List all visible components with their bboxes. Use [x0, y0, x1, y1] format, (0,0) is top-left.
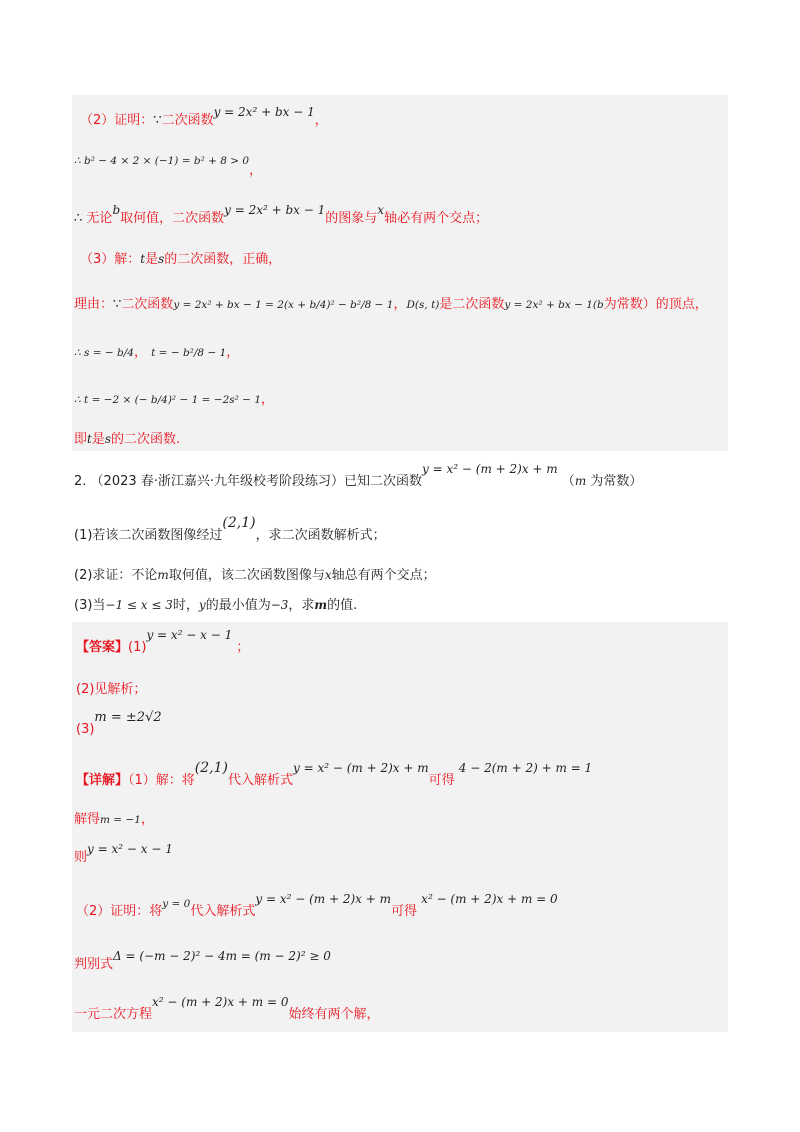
s1-line-5: 理由：∵二次函数y = 2x² + bx − 1 = 2(x + b/4)² − b²/8 − 1，D(s, t)是二次函数y = 2x² + bx − 1(b为常数）的顶点， [74, 297, 708, 312]
answer-line-2: (2)见解析； [76, 682, 147, 697]
detail-line-2: 解得m = −1， [74, 812, 154, 827]
answer-line-3: (3)m = ±2√2 [76, 710, 162, 737]
s1-line-6: ∴ s = − b/4， t = − b²/8 − 1， [74, 345, 240, 360]
question-2-part-2: (2)求证：不论m取何值，该二次函数图像与x轴总有两个交点； [74, 568, 436, 583]
answer-line-1: 【答案】(1)y = x² − x − 1 ； [76, 628, 250, 655]
detail-line-3: 则y = x² − x − 1 [74, 842, 173, 865]
s1-line-2: ∴ b² − 4 × 2 × (−1) = b² + 8 > 0， [74, 155, 263, 178]
question-2-part-1: (1)若该二次函数图像经过(2,1)，求二次函数解析式； [74, 515, 386, 543]
detail-line-4: （2）证明：将$^{y = 0}$代入解析式y = x² − (m + 2)x + m可得 x² − (m + 2)x + m = 0 [76, 892, 558, 919]
s1-line-8: 即t是s的二次函数. [74, 432, 181, 447]
solution-panel-1 [72, 95, 728, 451]
s1-line-1: （2）证明：∵二次函数y = 2x² + bx − 1， [80, 105, 328, 128]
question-2-header: 2. （2023 春·浙江嘉兴·九年级校考阶段练习）已知二次函数y = x² − (m + 2)x + m （m 为常数） [74, 462, 643, 489]
detail-line-1: 【详解】（1）解：将(2,1)代入解析式y = x² − (m + 2)x + m可得 4 − 2(m + 2) + m = 1 [76, 760, 593, 788]
s1-line-4: （3）解：t是s的二次函数，正确， [80, 252, 282, 267]
detail-line-5: 判别式Δ = (−m − 2)² − 4m = (m − 2)² ≥ 0 [74, 949, 331, 972]
answer-panel [72, 622, 728, 1032]
s1-line-3: ∴ 无论b取何值，二次函数y = 2x² + bx − 1的图象与x轴必有两个交点； [74, 203, 489, 226]
s1-line-7: ∴ t = −2 × (− b/4)² − 1 = −2s² − 1， [74, 392, 275, 407]
question-2-part-3: (3)当−1 ≤ x ≤ 3时，y的最小值为−3，求m的值. [74, 598, 358, 613]
detail-line-6: 一元二次方程x² − (m + 2)x + m = 0始终有两个解， [74, 995, 380, 1022]
